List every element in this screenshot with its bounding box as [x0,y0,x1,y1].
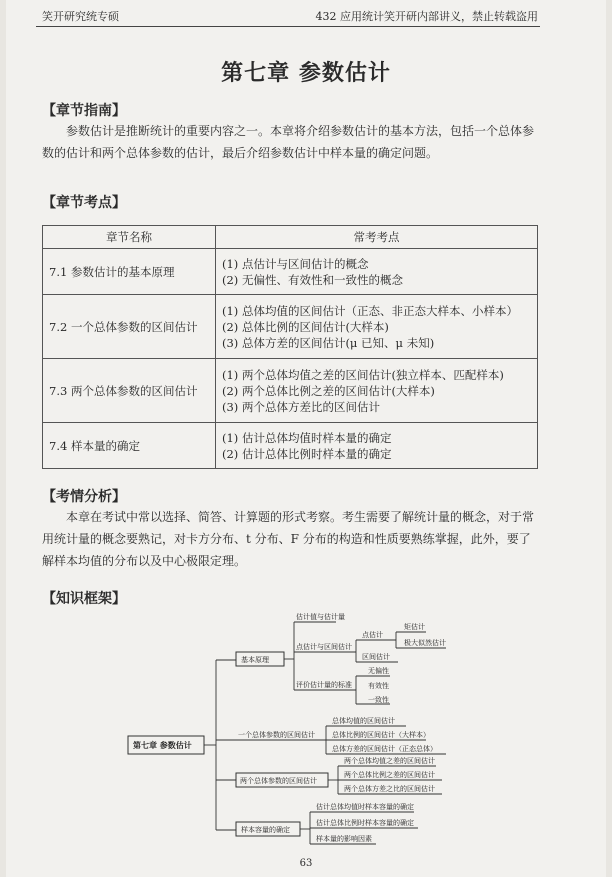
node-interval-est: 区间估计 [362,653,390,661]
point-item: (3) 两个总体方差比的区间估计 [222,399,380,414]
header-right: 432 应用统计笑开研内部讲义，禁止转载盗用 [315,10,538,23]
row-name: 7.4 样本量的确定 [43,423,216,469]
node-two-var: 两个总体方差之比的区间估计 [344,785,435,793]
branch-two-pop: 两个总体参数的区间估计 [240,777,317,785]
node-unbiased: 无偏性 [368,667,389,675]
node-estimate: 估计值与估计量 [296,613,345,621]
row-name: 7.3 两个总体参数的区间估计 [43,359,216,423]
row-points [216,423,538,469]
node-consistent: 一致性 [368,696,389,704]
point-item: (2) 无偏性、有效性和一致性的概念 [222,272,403,287]
table-row [43,295,538,359]
page [6,0,606,877]
point-item: (2) 两个总体比例之差的区间估计(大样本) [222,383,435,398]
point-item: (1) 点估计与区间估计的概念 [222,256,369,271]
node-two-mean: 两个总体均值之差的区间估计 [344,757,435,765]
knowledge-framework-map [6,600,606,850]
analysis-text: 本章在考试中常以选择、简答、计算题的形式考察。考生需要了解统计量的概念，对于常用统计量的概念要熟记，对卡方分布、t 分布、F 分布的构造和性质要熟练掌握，此外，要了解样本均值的分布以及中心极限定理。 [42,510,535,568]
node-efficient: 有效性 [368,682,389,690]
node-mean-ci: 总体均值的区间估计 [332,717,395,725]
row-name: 7.1 参数估计的基本原理 [43,249,216,295]
node-moment: 矩估计 [404,623,425,631]
guide-heading: 【章节指南】 [42,103,126,119]
page-number: 63 [299,858,313,869]
point-item: (3) 总体方差的区间估计(μ 已知、μ 未知) [222,335,435,350]
node-size-prop: 估计总体比例时样本容量的确定 [316,819,414,827]
node-criteria: 评价估计量的标准 [296,681,352,689]
guide-text: 参数估计是推断统计的重要内容之一。本章将介绍参数估计的基本方法，包括一个总体参数的估计和两个总体参数的估计，最后介绍参数估计中样本量的确定问题。 [42,124,535,160]
node-var-ci: 总体方差的区间估计（正态总体） [332,745,437,753]
point-item: (1) 总体均值的区间估计（正态、非正态大样本、小样本） [222,303,518,318]
table-header-row [43,226,538,249]
chapter-title: 第七章 参数估计 [221,60,391,86]
node-mle: 极大似然估计 [404,639,446,647]
analysis-heading: 【考情分析】 [42,489,126,505]
table-row [43,423,538,469]
row-points [216,295,538,359]
point-item: (2) 估计总体比例时样本量的确定 [222,446,392,461]
branch-basic: 基本原理 [241,656,269,664]
node-prop-ci: 总体比例的区间估计（大样本） [332,731,430,739]
col-header-name: 章节名称 [43,226,216,249]
row-points [216,249,538,295]
branch-sample-size: 样本容量的确定 [241,826,290,834]
points-heading: 【章节考点】 [42,195,126,211]
row-points [216,359,538,423]
point-item: (2) 总体比例的区间估计(大样本) [222,319,389,334]
header-left: 笑开研究统专硕 [42,10,119,23]
table-row [43,249,538,295]
root-node: 第七章 参数估计 [133,741,192,750]
row-name: 7.2 一个总体参数的区间估计 [43,295,216,359]
header-rule [36,26,540,27]
col-header-points: 常考考点 [216,226,538,249]
exam-points-table [42,225,538,469]
node-point-interval: 点估计与区间估计 [296,643,352,651]
node-point-est: 点估计 [362,631,383,639]
table-row [43,359,538,423]
node-size-mean: 估计总体均值时样本容量的确定 [316,803,414,811]
branch-one-pop: 一个总体参数的区间估计 [238,731,315,739]
point-item: (1) 估计总体均值时样本量的确定 [222,430,392,445]
node-size-factors: 样本量的影响因素 [316,835,372,843]
framework-heading: 【知识框架】 [42,591,126,607]
node-two-prop: 两个总体比例之差的区间估计 [344,771,435,779]
point-item: (1) 两个总体均值之差的区间估计(独立样本、匹配样本) [222,367,504,382]
